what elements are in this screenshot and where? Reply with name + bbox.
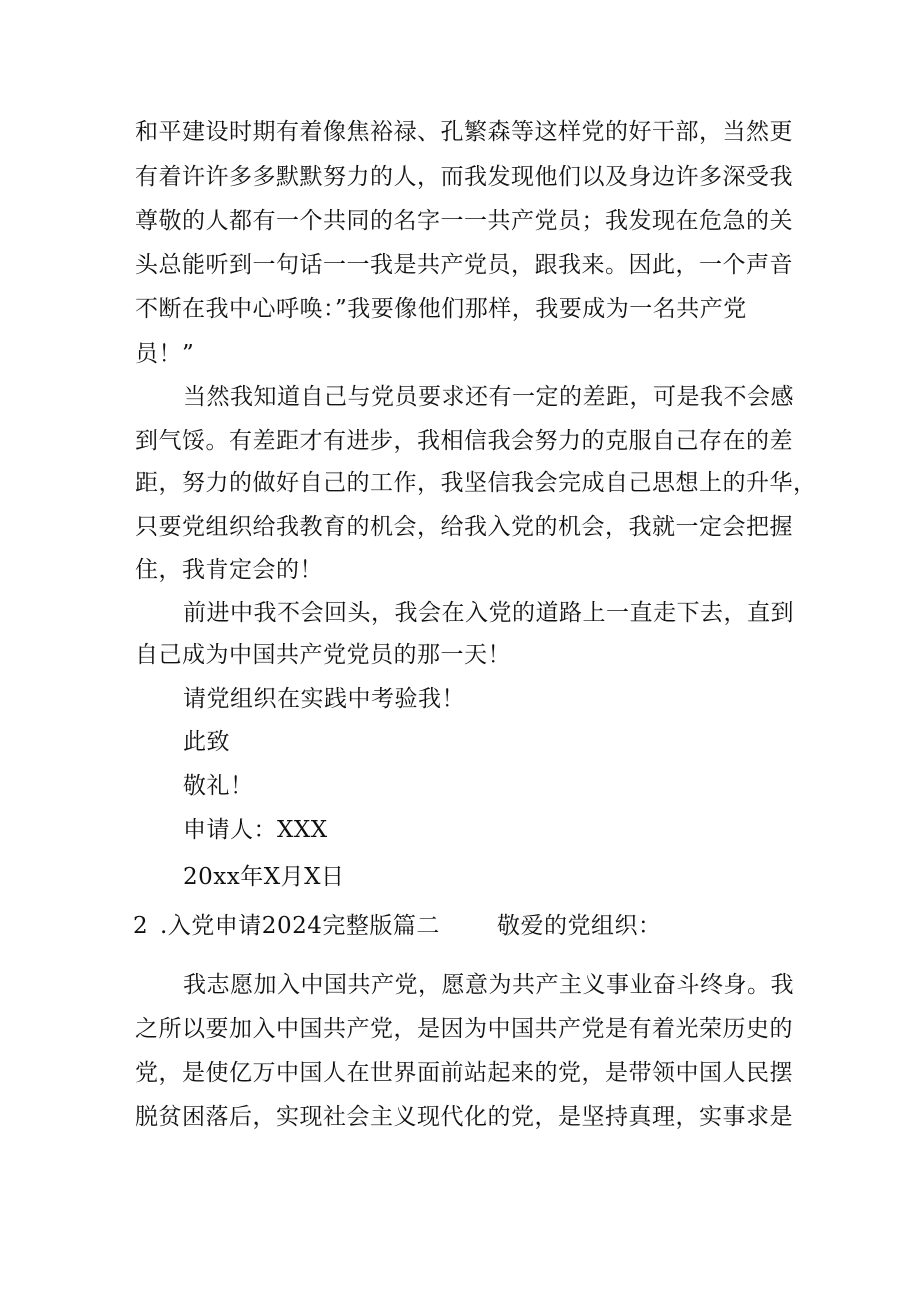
- paragraph-1-line-4: 头总能听到一句话一一我是共产党员，跟我来。因此，一个声音: [135, 252, 793, 278]
- paragraph-2-line-4: 只要党组织给我教育的机会，给我入党的机会，我就一定会把握: [135, 514, 793, 540]
- closing-jingli: 敬礼！: [183, 773, 254, 799]
- application-date: 20xx年X月X日: [183, 864, 345, 890]
- section-number: 2: [133, 913, 149, 939]
- salutation: 敬爱的党组织：: [497, 913, 662, 939]
- paragraph-1-line-1: 和平建设时期有着像焦裕禄、孔繁森等这样党的好干部，当然更: [135, 119, 793, 145]
- applicant-signature: 申请人：XXX: [183, 817, 328, 843]
- paragraph-3-line-2: 自己成为中国共产党党员的那一天！: [135, 642, 511, 668]
- paragraph-1-line-6: 员！”: [135, 341, 195, 367]
- paragraph-2-line-2: 到气馁。有差距才有进步，我相信我会努力的克服自己存在的差: [135, 428, 793, 454]
- paragraph-2-line-3: 距，努力的做好自己的工作，我坚信我会完成自己思想上的升华，: [135, 470, 817, 496]
- paragraph-4-line-2: 之所以要加入中国共产党，是因为中国共产党是有着光荣历史的: [135, 1016, 793, 1042]
- section-title: .入党申请2024完整版篇二: [160, 913, 440, 939]
- paragraph-1-line-2: 有着许许多多默默努力的人，而我发现他们以及身边许多深受我: [135, 164, 793, 190]
- paragraph-1-line-3: 尊敬的人都有一个共同的名字一一共产党员；我发现在危急的关: [135, 208, 793, 234]
- paragraph-4-line-1: 我志愿加入中国共产党，愿意为共产主义事业奋斗终身。我: [183, 972, 794, 998]
- closing-request: 请党组织在实践中考验我！: [183, 686, 465, 712]
- closing-cizhi: 此致: [183, 729, 230, 755]
- paragraph-2-line-5: 住，我肯定会的！: [135, 557, 323, 583]
- paragraph-4-line-3: 党，是使亿万中国人在世界面前站起来的党，是带领中国人民摆: [135, 1060, 793, 1086]
- paragraph-4-line-4: 脱贫困落后，实现社会主义现代化的党，是坚持真理，实事求是: [135, 1104, 793, 1130]
- paragraph-2-line-1: 当然我知道自己与党员要求还有一定的差距，可是我不会感: [183, 384, 794, 410]
- paragraph-1-line-5: 不断在我中心呼唤：”我要像他们那样，我要成为一名共产党: [135, 296, 747, 322]
- paragraph-3-line-1: 前进中我不会回头，我会在入党的道路上一直走下去，直到: [183, 600, 794, 626]
